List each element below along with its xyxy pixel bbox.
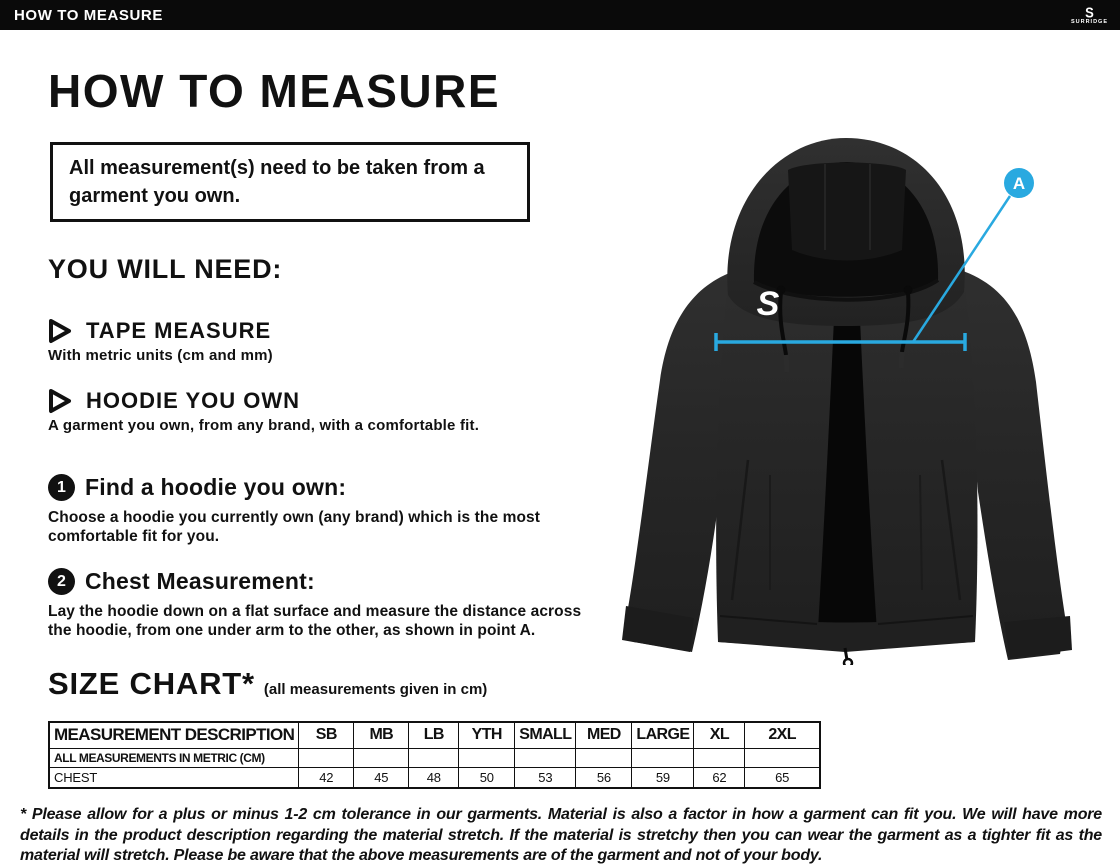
col-header: LARGE [632,722,694,748]
table-cell: 56 [576,767,632,788]
col-header: MEASUREMENT DESCRIPTION [49,722,299,748]
col-header: MB [354,722,409,748]
table-cell [409,748,459,767]
tolerance-footnote: * Please allow for a plus or minus 1-2 cm tolerance in our garments. Material is also a factor in how a garment can fit you. We will have more details in the product description regarding the material stretch. If the material is stretchy then you can wear the garment as a tighter fit as the material will stretch. Please be aware that the above measurements are of the garment and not of your body. [20,806,1102,864]
table-cell: 53 [515,767,576,788]
col-header: SB [299,722,354,748]
header-bar [0,0,1120,30]
table-cell: 42 [299,767,354,788]
surridge-logo [1070,3,1108,26]
point-a-label: A [1012,174,1026,193]
table-cell: 59 [632,767,694,788]
page-title: HOW TO MEASURE [48,65,501,117]
table-cell [632,748,694,767]
table-row [49,767,820,788]
col-header: LB [409,722,459,748]
table-cell: 65 [745,767,820,788]
table-cell [745,748,820,767]
size-chart-subtitle: (all measurements given in cm) [263,681,488,698]
surridge-s-icon: S [1085,3,1094,21]
col-header: MED [576,722,632,748]
table-cell [576,748,632,767]
need-item-desc: With metric units (cm and mm) [48,347,273,364]
col-header: SMALL [515,722,576,748]
col-header: XL [694,722,745,748]
table-cell [694,748,745,767]
table-cell: 48 [409,767,459,788]
need-item-title: HOODIE YOU OWN [86,388,301,413]
step-title: Chest Measurement: [85,568,315,594]
table-cell: 62 [694,767,745,788]
size-chart-heading [48,666,487,702]
table-cell [354,748,409,767]
row-label: CHEST [49,767,299,788]
table-row [49,748,820,767]
play-triangle-icon [48,318,72,344]
measurement-note-box [50,142,530,222]
step-2 [48,568,604,640]
row-label: ALL MEASUREMENTS IN METRIC (CM) [49,748,299,767]
size-chart-title: SIZE CHART* [48,666,255,701]
step-number-badge: 2 [48,568,75,595]
measurement-note-text: All measurement(s) need to be taken from a garment you own. [69,157,485,207]
size-chart-table [48,721,821,789]
col-header: 2XL [745,722,820,748]
step-description: Choose a hoodie you currently own (any brand) which is the most comfortable fit for you. [48,509,541,545]
step-1 [48,474,604,546]
table-header-row [49,722,820,748]
table-cell [515,748,576,767]
need-item-hoodie [48,388,479,434]
step-title: Find a hoodie you own: [85,474,347,500]
table-cell [299,748,354,767]
surridge-wordmark: SURRIDGE [1070,18,1108,25]
you-will-need-heading: YOU WILL NEED: [48,254,283,284]
need-item-tape-measure [48,318,273,364]
table-cell: 50 [459,767,515,788]
step-description: Lay the hoodie down on a flat surface and measure the distance across the hoodie, from one under arm to the other, as shown in point A. [48,603,582,639]
step-number-badge: 1 [48,474,75,501]
hoodie-measurement-figure [620,130,1080,665]
table-cell [459,748,515,767]
header-title: HOW TO MEASURE [14,6,163,24]
need-item-title: TAPE MEASURE [86,318,272,343]
col-header: YTH [459,722,515,748]
hoodie-chest-logo: S [756,285,780,323]
table-cell: 45 [354,767,409,788]
need-item-desc: A garment you own, from any brand, with a comfortable fit. [48,417,480,434]
play-triangle-icon [48,388,72,414]
